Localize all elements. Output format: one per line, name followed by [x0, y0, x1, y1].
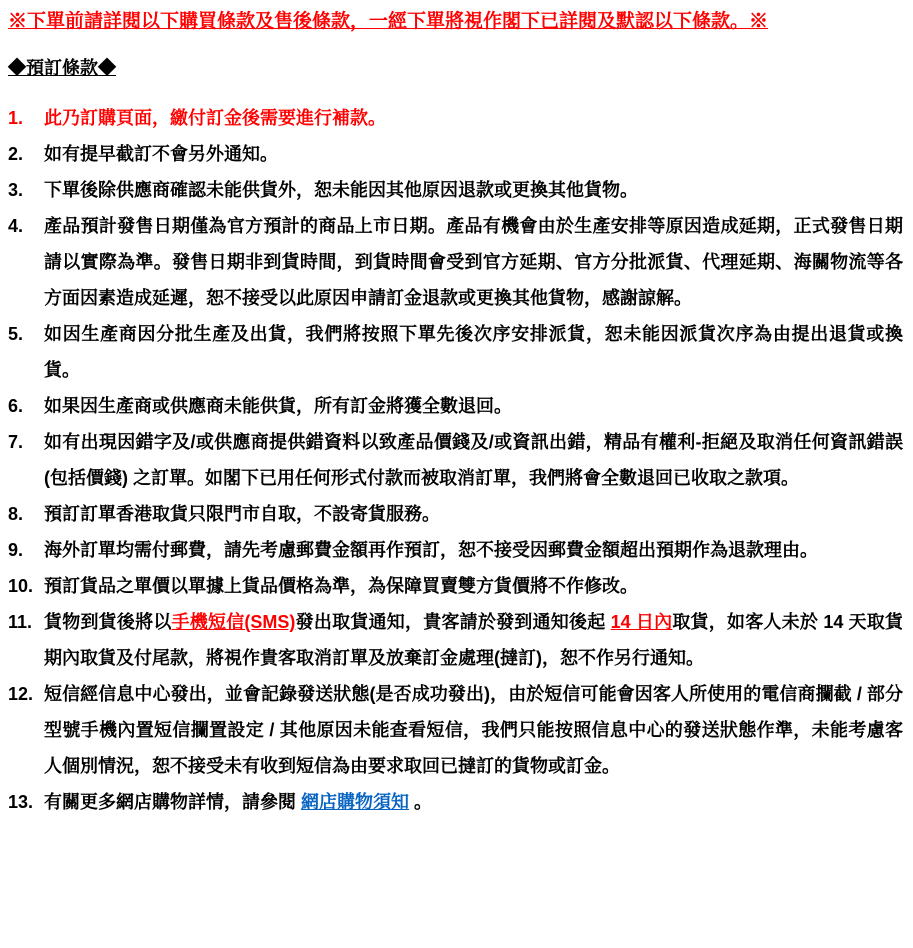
term-number: 13. — [8, 792, 34, 812]
term-segment: 預訂貨品之單價以單據上貨品價格為準，為保障買賣雙方貨價將不作修改。 — [44, 576, 638, 596]
term-text — [44, 676, 903, 784]
term-number: 8. — [8, 504, 24, 524]
term-item — [8, 604, 903, 676]
term-text — [44, 172, 903, 208]
term-item — [8, 676, 903, 784]
term-number: 12. — [8, 684, 34, 704]
term-item — [8, 100, 903, 136]
term-segment-red: 此乃訂購頁面，繳付訂金後需要進行補款。 — [44, 108, 386, 128]
term-text — [44, 532, 903, 568]
term-segment: 如有出現因錯字及/或供應商提供錯資料以致產品價錢及/或資訊出錯，精品有權利-拒絕及取消任何資訊錯誤(包括價錢) 之訂單。如閣下已用任何形式付款而被取消訂單，我們將會全數退回已收取之款項。 — [44, 432, 903, 488]
preorder-terms-title: ◆預訂條款◆ — [8, 58, 116, 78]
term-number: 7. — [8, 432, 24, 452]
term-item — [8, 172, 903, 208]
term-number: 1. — [8, 108, 24, 128]
term-number: 10. — [8, 576, 34, 596]
term-segment: 如有提早截訂不會另外通知。 — [44, 144, 278, 164]
term-item — [8, 208, 903, 316]
term-text — [44, 496, 903, 532]
term-segment: 取貨，如客人未於 14 天取貨期內取貨及付尾款，將視作貴客取消訂單及放棄訂金處理(撻訂)，恕不作另行通知。 — [44, 612, 904, 668]
term-segment: 產品預計發售日期僅為官方預計的商品上市日期。產品有機會由於生產安排等原因造成延期，正式發售日期請以實際為準。發售日期非到貨時間，到貨時間會受到官方延期、官方分批派貨、代理延期、海關物流等各方面因素造成延遲，恕不接受以此原因申請訂金退款或更換其他貨物，感謝諒解。 — [44, 216, 903, 308]
term-segment: 海外訂單均需付郵費，請先考慮郵費金額再作預訂，恕不接受因郵費金額超出預期作為退款理由。 — [44, 540, 818, 560]
term-segment: 下單後除供應商確認未能供貨外，恕未能因其他原因退款或更換其他貨物。 — [44, 180, 638, 200]
term-item — [8, 388, 903, 424]
purchase-notice-header: ※下單前請詳閱以下購買條款及售後條款，一經下單將視作閣下已詳閱及默認以下條款。※ — [8, 11, 769, 32]
term-text — [44, 388, 903, 424]
term-segment: 貨物到貨後將以 — [44, 612, 172, 632]
term-segment: 預訂訂單香港取貨只限門市自取，不設寄貨服務。 — [44, 504, 440, 524]
term-segment: 如果因生產商或供應商未能供貨，所有訂金將獲全數退回。 — [44, 396, 512, 416]
term-text — [44, 136, 903, 172]
term-segment: 如因生產商因分批生產及出貨，我們將按照下單先後次序安排派貨，恕未能因派貨次序為由提出退貨或換貨。 — [44, 324, 903, 380]
term-item — [8, 532, 903, 568]
term-text — [44, 568, 903, 604]
term-item — [8, 424, 903, 496]
term-number: 4. — [8, 216, 24, 236]
shop-guide-link[interactable]: 網店購物須知 — [301, 792, 409, 812]
term-item — [8, 568, 903, 604]
term-number: 6. — [8, 396, 24, 416]
term-item — [8, 316, 903, 388]
term-number: 9. — [8, 540, 24, 560]
term-text — [44, 784, 903, 820]
term-segment-highlight: 14 日內 — [610, 612, 673, 632]
term-text — [44, 424, 903, 496]
term-item — [8, 136, 903, 172]
terms-list — [8, 100, 903, 820]
term-number: 3. — [8, 180, 24, 200]
term-text — [44, 100, 903, 136]
term-segment: 有關更多網店購物詳情，請參閱 — [44, 792, 301, 812]
term-segment: 發出取貨通知，貴客請於發到通知後起 — [295, 612, 611, 632]
term-number: 2. — [8, 144, 24, 164]
term-item — [8, 784, 903, 820]
term-segment: 。 — [409, 792, 433, 812]
term-text — [44, 604, 903, 676]
term-text — [44, 208, 903, 316]
term-number: 11. — [8, 612, 33, 632]
term-item — [8, 496, 903, 532]
term-number: 5. — [8, 324, 24, 344]
term-segment: 短信經信息中心發出，並會記錄發送狀態(是否成功發出)，由於短信可能會因客人所使用的電信商攔截 / 部分型號手機內置短信攔置設定 / 其他原因未能查看短信，我們只能按照信息中心的發送狀態作準，未能考慮客人個別情況，恕不接受未有收到短信為由要求取回已撻訂的貨物或訂金。 — [44, 684, 903, 776]
term-text — [44, 316, 903, 388]
term-segment-highlight: 手機短信(SMS) — [171, 612, 296, 632]
